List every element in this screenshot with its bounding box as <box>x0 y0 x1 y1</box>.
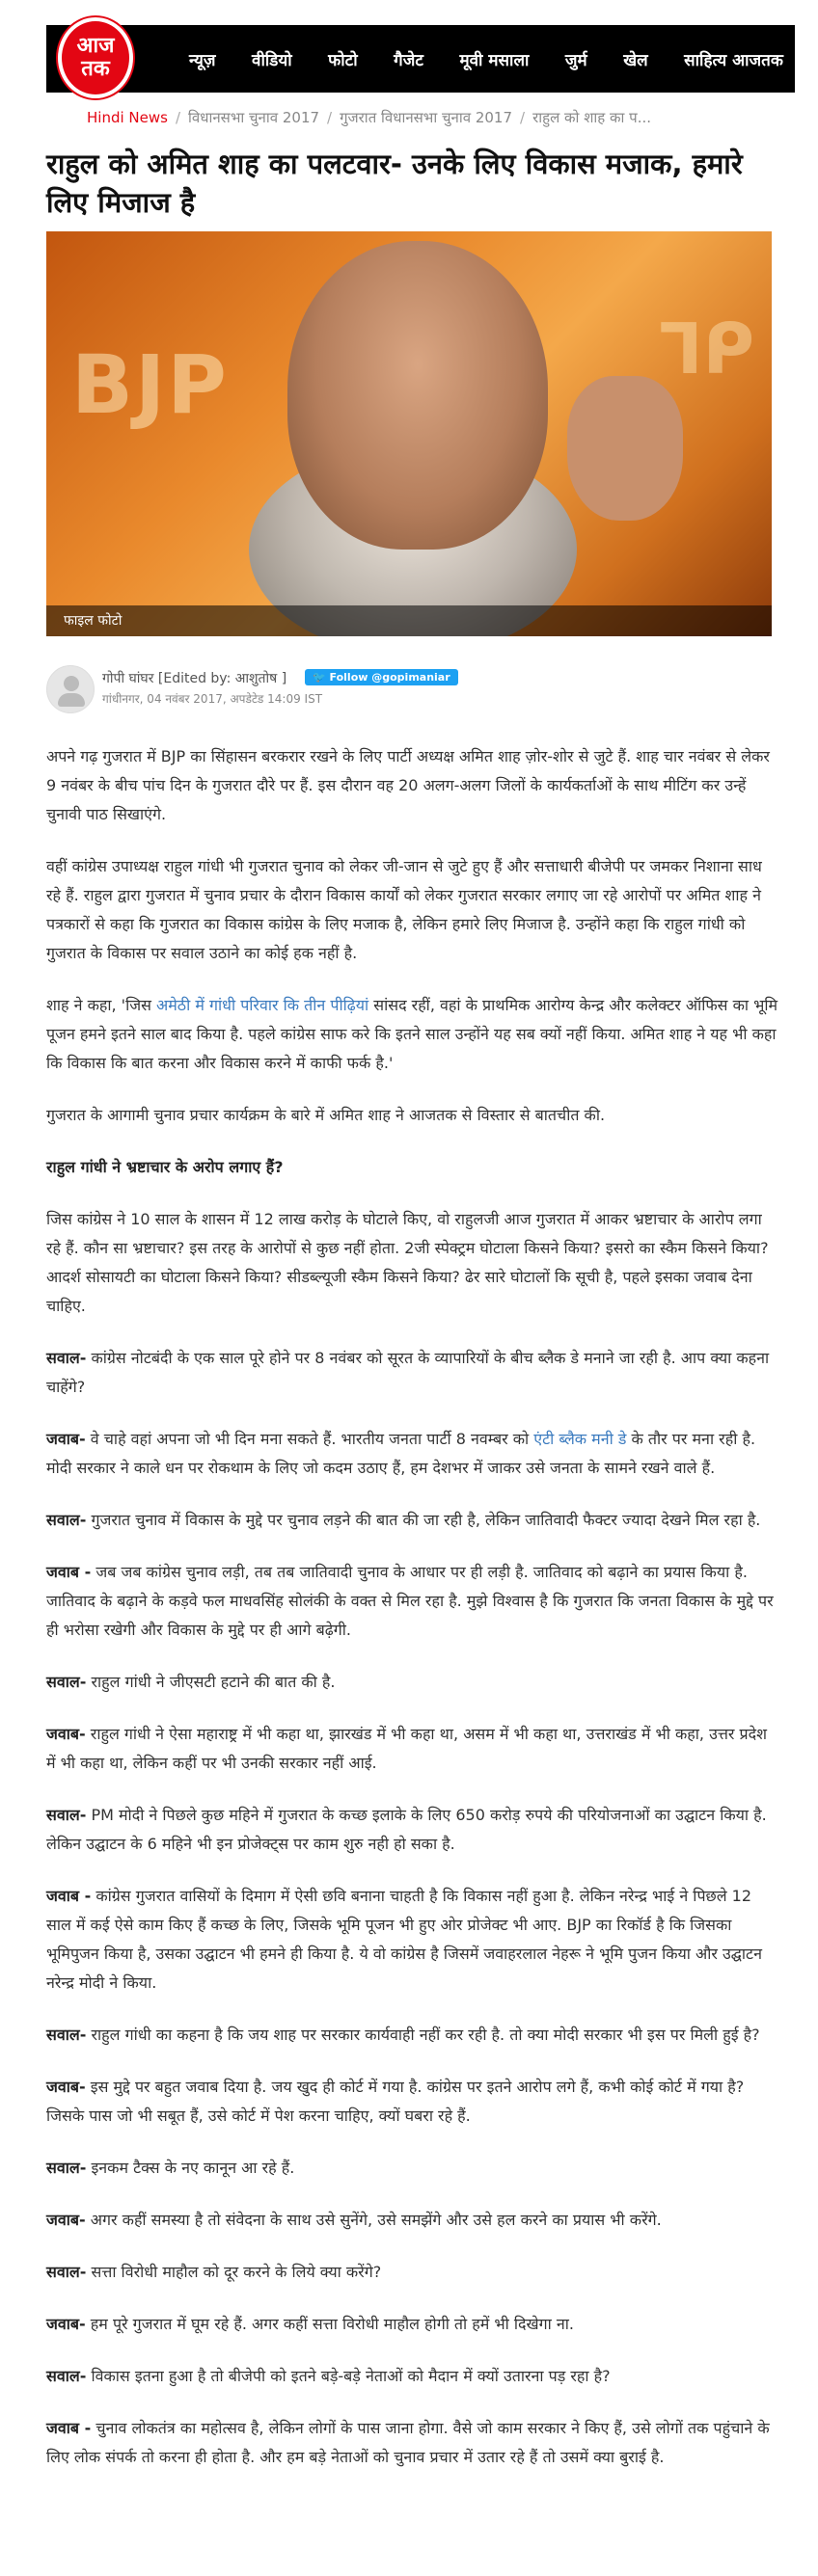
image-caption: फाइल फोटो <box>46 605 772 636</box>
aajtak-logo[interactable] <box>58 17 133 98</box>
answer <box>46 2073 779 2131</box>
answer-text: राहुल गांधी ने ऐसा महाराष्ट्र में भी कहा था, झारखंड में भी कहा था, असम में भी कहा था, उत्तराखंड में भी कहा, उत्तर प्रदेश में भी कहा था, लेकिन कहीं पर भी उनकी सरकार नहीं आई. <box>46 1725 767 1772</box>
question <box>46 1801 779 1859</box>
question-label: सवाल- <box>46 2159 87 2177</box>
paragraph: वहीं कांग्रेस उपाध्यक्ष राहुल गांधी भी गुजरात चुनाव को लेकर जी-जान से जुटे हुए हैं और सत्ताधारी बीजेपी पर जमकर निशाना साध रहे हैं. राहुल द्वारा गुजरात में चुनाव प्रचार के दौरान विकास कार्यों को लेकर गुजरात सरकार लगाए जा रहे आरोपों पर अमित शाह ने पत्रकारों से कहा कि गुजरात का विकास कांग्रेस के लिए मजाक है, लेकिन हमारे लिए मिजाज है. उन्होंने कहा कि राहुल गांधी को गुजरात के विकास पर सवाल उठाने का कोई हक नहीं है. <box>46 857 762 962</box>
section-heading: राहुल गांधी ने भ्रष्टाचार के अरोप लगाए हैं? <box>46 1158 284 1176</box>
text: सांसद रहीं, वहां के प्राथमिक आरोग्य केन्द्र और कलेक्टर ऑफिस का भूमि पूजन हमने इतने साल बाद किया है. पहले कांग्रेस साफ करे कि इतने साल उन्होंने यह सब क्यों नहीं किया. अमित शाह ने यह भी कहा कि विकास कि बात करना और विकास करने में काफी फर्क है.' <box>46 996 778 1072</box>
question-label: सवाल- <box>46 1806 87 1824</box>
author-name[interactable]: गोपी घांघर [Edited by: आशुतोष ] <box>102 671 287 686</box>
question-text: गुजरात चुनाव में विकास के मुद्दे पर चुनाव लड़ने की बात की जा रही है, लेकिन जातिवादी फैक्टर ज्यादा देखने मिल रहा है. <box>86 1511 761 1529</box>
answer-text: चुनाव लोकतंत्र का महोत्सव है, लेकिन लोगों के पास जाना होगा. वैसे जो काम सरकार ने किए हैं, उसे लोगों तक पहुंचाने के लिए लोक संपर्क तो करना ही होता है. और हम बड़े नेताओं को चुनाव प्रचार में उतार रहे हैं तो उसमें क्या बुराई है. <box>46 2419 770 2466</box>
question-text: विकास इतना हुआ है तो बीजेपी को इतने बड़े-बड़े नेताओं को मैदान में क्यों उतारना पड़ रहा है? <box>86 2367 611 2385</box>
twitter-follow-button[interactable] <box>305 669 458 685</box>
main-nav <box>189 25 783 93</box>
breadcrumb-separator: / <box>520 109 526 126</box>
question <box>46 1506 779 1535</box>
answer-text: हम पूरे गुजरात में घूम रहे हैं. अगर कहीं सत्ता विरोधी माहौल होगी तो हमें भी दिखेगा ना. <box>85 2315 574 2333</box>
answer-label: जवाब- <box>46 1725 86 1743</box>
breadcrumb-item-current: राहुल को शाह का प... <box>532 109 652 126</box>
answer <box>46 2414 779 2472</box>
question-text: राहुल गांधी का कहना है कि जय शाह पर सरकार कार्यवाही नहीं कर रही है. तो क्या मोदी सरकार भी इस पर मिली हुई है? <box>86 2026 760 2044</box>
answer <box>46 1558 779 1645</box>
answer-text: जब जब कांग्रेस चुनाव लड़ी, तब तब जातिवादी चुनाव के आधार पर ही लड़ी है. जातिवाद को बढ़ाने का प्रयास किया है. जातिवाद के बढ़ाने के कड़वे फल माधवसिंह सोलंकी के वक्त से मिल रहा है. मुझे विश्वास है कि गुजरात कि जनता विकास के मुद्दे पर ही भरोसा रखेगी और विकास के मुद्दे पर ही आगे बढ़ेगी. <box>46 1563 774 1639</box>
answer <box>46 1882 779 1998</box>
hero-image <box>46 231 772 636</box>
paragraph: अपने गढ़ गुजरात में BJP का सिंहासन बरकरार रखने के लिए पार्टी अध्यक्ष अमित शाह ज़ोर-शोर से जुटे हैं. शाह चार नवंबर से लेकर 9 नवंबर के बीच पांच दिन के गुजरात दौरे पर हैं. इस दौरान वह 20 अलग-अलग जिलों के कार्यकर्ताओं के साथ मीटिंग कर उन्हें चुनावी पाठ सिखाएंगे. <box>46 747 770 823</box>
answer-text: कांग्रेस गुजरात वासियों के दिमाग में ऐसी छवि बनाना चाहती है कि विकास नहीं हुआ है. लेकिन नरेन्द्र भाई ने पिछले 12 साल में कई ऐसे काम किए हैं कच्छ के लिए, जिसके भूमि पूजन भी हुए ओर प्रोजेक्ट भी आए. BJP का रिकॉर्ड है कि जिसका भूमिपुजन किया है, उसका उद्घाटन भी हमने ही किया है. ये वो कांग्रेस है जिसमें जवाहरलाल नेहरू ने भूमि पुजन किया और उद्घाटन नरेन्द्र मोदी ने किया. <box>46 1887 762 1992</box>
byline <box>46 665 779 719</box>
article-dateline: गांधीनगर, 04 नवंबर 2017, अपडेटेड 14:09 IST <box>102 692 323 706</box>
answer-label: जवाब - <box>46 1887 92 1905</box>
breadcrumb-separator: / <box>175 109 181 126</box>
question-text: इनकम टैक्स के नए कानून आ रहे हैं. <box>86 2159 295 2177</box>
question-label: सवाल- <box>46 1673 87 1691</box>
question-label: सवाल- <box>46 1349 87 1367</box>
question-label: सवाल- <box>46 2263 87 2281</box>
inline-link-amethi[interactable]: अमेठी में गांधी परिवार कि तीन पीढ़ियां <box>156 996 369 1014</box>
question-text: सत्ता विरोधी माहौल को दूर करने के लिये क्या करेंगे? <box>86 2263 382 2281</box>
face-shape <box>287 241 548 550</box>
answer <box>46 1720 779 1778</box>
answer <box>46 2310 779 2339</box>
inline-link-anti-black-money-day[interactable]: एंटी ब्लैक मनी डे <box>533 1430 627 1448</box>
answer-label: जवाब - <box>46 1563 92 1581</box>
question <box>46 2154 779 2183</box>
hand-shape <box>567 376 683 521</box>
answer-label: जवाब- <box>46 2315 86 2333</box>
nav-item-sports[interactable]: खेल <box>623 50 648 70</box>
author-avatar <box>46 665 95 713</box>
answer-text: वे चाहे वहां अपना जो भी दिन मना सकते हैं. भारतीय जनता पार्टी 8 नवम्बर को <box>85 1430 534 1448</box>
breadcrumb <box>87 108 651 127</box>
question <box>46 2021 779 2050</box>
question <box>46 1668 779 1697</box>
logo-text: आज तक <box>76 34 115 81</box>
question-text: PM मोदी ने पिछले कुछ महिने में गुजरात के कच्छ इलाके के लिए 650 करोड़ रुपये की परियोजनाओं का उद्घाटन किया है. लेकिन उद्घाटन के 6 महिने भी इन प्रोजेक्ट्स पर काम शुरु नही हो सका है. <box>46 1806 767 1853</box>
nav-item-sahitya[interactable]: साहित्य आजतक <box>684 50 783 70</box>
answer-label: जवाब- <box>46 2078 86 2096</box>
nav-item-gadget[interactable]: गैजेट <box>394 50 423 70</box>
bjp-backdrop-text: BJP <box>71 337 229 432</box>
twitter-icon: 🐦 <box>313 671 330 684</box>
paragraph <box>46 991 779 1078</box>
answer-text: इस मुद्दे पर बहुत जवाब दिया है. जय खुद ही कोर्ट में गया है. कांग्रेस पर इतने आरोप लगे हैं, कभी कोई कोर्ट में गया है? जिसके पास जो भी सबूत हैं, उसे कोर्ट में पेश करना चाहिए, क्यों घबरा रहे हैं. <box>46 2078 745 2125</box>
paragraph: जिस कांग्रेस ने 10 साल के शासन में 12 लाख करोड़ के घोटाले किए, वो राहुलजी आज गुजरात में आकर भ्रष्टाचार के आरोप लगा रहे हैं. कौन सा भ्रष्टाचार? इस तरह के आरोपों से कुछ नहीं होता. 2जी स्पेक्ट्रम घोटाला किसने किया? इसरो का स्कैम किसने किया? आदर्श सोसायटी का घोटाला किसने किया? सीडब्ल्यूजी स्कैम किसने किया? ढेर सारे घोटालों कि सूची है, पहले इसका जवाब देना चाहिए. <box>46 1210 769 1315</box>
answer <box>46 1425 779 1483</box>
answer-text: के तौर पर मना रही है. मोदी सरकार ने काले धन पर रोकथाम के लिए जो कदम उठाए हैं, हम देशभर में जाकर उसे जनता के सामने रखने वाले हैं. <box>46 1430 756 1477</box>
question-label: सवाल- <box>46 2367 87 2385</box>
nav-item-photo[interactable]: फोटो <box>328 50 358 70</box>
answer-label: जवाब- <box>46 1430 86 1448</box>
breadcrumb-separator: / <box>327 109 333 126</box>
nav-item-news[interactable]: न्यूज़ <box>189 50 216 70</box>
follow-label: Follow @gopimaniar <box>329 671 450 684</box>
answer <box>46 2206 779 2235</box>
question-text: राहुल गांधी ने जीएसटी हटाने की बात की है. <box>86 1673 336 1691</box>
nav-item-movie-masala[interactable]: मूवी मसाला <box>459 50 530 70</box>
article-body <box>46 742 779 2495</box>
breadcrumb-item-elections[interactable]: विधानसभा चुनाव 2017 <box>188 109 320 126</box>
breadcrumb-home[interactable]: Hindi News <box>87 109 168 126</box>
site-header <box>46 25 795 93</box>
question-label: सवाल- <box>46 1511 87 1529</box>
text: शाह ने कहा, 'जिस <box>46 996 156 1014</box>
question-text: कांग्रेस नोटबंदी के एक साल पूरे होने पर 8 नवंबर को सूरत के व्यापारियों के बीच ब्लैक डे मनाने जा रही है. आप क्या कहना चाहेंगे? <box>46 1349 770 1396</box>
nav-item-crime[interactable]: जुर्म <box>564 50 587 70</box>
answer-label: जवाब - <box>46 2419 92 2437</box>
question <box>46 2258 779 2287</box>
bjp-backdrop-lotus: ᒣᑭ <box>659 309 754 389</box>
answer-label: जवाब- <box>46 2211 86 2229</box>
answer-text: अगर कहीं समस्या है तो संवेदना के साथ उसे सुनेंगे, उसे समझेंगे और उसे हल करने का प्रयास भी करेंगे. <box>85 2211 662 2229</box>
question <box>46 1344 779 1402</box>
paragraph: गुजरात के आगामी चुनाव प्रचार कार्यक्रम के बारे में अमित शाह ने आजतक से विस्तार से बातचीत की. <box>46 1106 606 1124</box>
breadcrumb-item-gujarat[interactable]: गुजरात विधानसभा चुनाव 2017 <box>340 109 513 126</box>
question-label: सवाल- <box>46 2026 87 2044</box>
article-title: राहुल को अमित शाह का पलटवार- उनके लिए विकास मजाक, हमारे लिए मिजाज है <box>46 148 743 219</box>
nav-item-video[interactable]: वीडियो <box>252 50 292 70</box>
question <box>46 2362 779 2391</box>
